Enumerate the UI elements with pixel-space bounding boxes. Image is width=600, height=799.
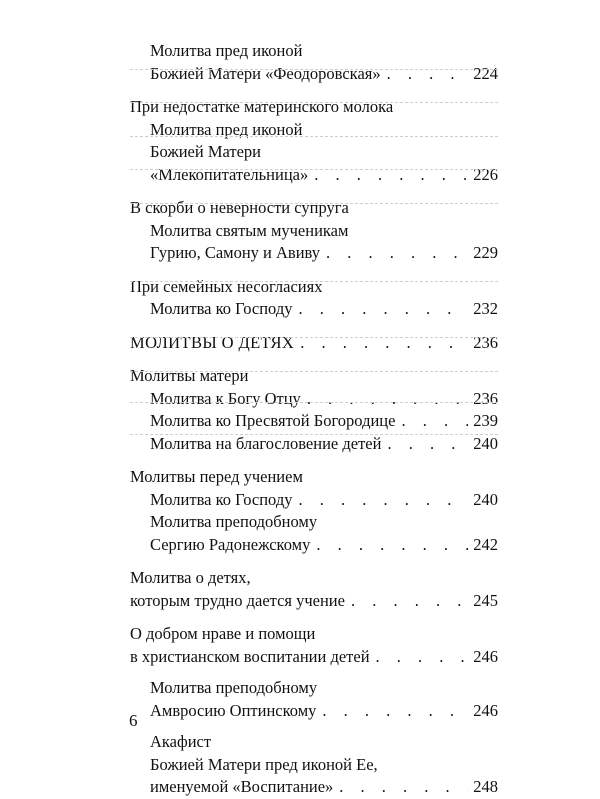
toc-entry-title-line: Молитва ко Господу (150, 489, 293, 509)
toc-entry (130, 623, 498, 668)
toc-entry (130, 511, 498, 556)
section-divider (130, 371, 498, 372)
toc-entry-row (130, 276, 498, 299)
toc-entry-row (130, 197, 498, 220)
toc-entry (130, 276, 498, 299)
toc-entry-title-line: Молитва к Богу Отцу (150, 388, 301, 408)
toc-entry-title-line: При семейных несогласиях (130, 276, 323, 296)
toc-entry-row (150, 489, 498, 512)
toc-entry-row (130, 365, 498, 388)
section-divider (130, 281, 498, 282)
toc-entry (130, 388, 498, 411)
toc-entry (130, 96, 498, 119)
toc-entry-row (150, 776, 498, 799)
toc-entry-title-line: Молитва преподобному (150, 678, 318, 697)
toc-entry-title-line: Молитва преподобному (150, 512, 318, 531)
toc-entry-title-line: Гурию, Самону и Авиву (150, 243, 321, 262)
toc-entry (130, 677, 498, 722)
toc-page-number: 246 (473, 700, 498, 720)
toc-entry-title-line: в христианском воспитании детей (130, 646, 370, 666)
toc-entry-row (130, 332, 498, 355)
dot-leader (320, 242, 468, 265)
toc-entry-title-line: Божией Матери «Феодоровская» (150, 63, 381, 83)
toc-page-number: 242 (473, 534, 498, 554)
section-divider (130, 402, 498, 403)
toc-entry-row (150, 433, 498, 456)
toc-page-number: 236 (473, 332, 498, 352)
toc-entry (130, 332, 498, 355)
toc-entry-title-line: Сергию Радонежскому (150, 534, 311, 554)
section-divider (130, 203, 498, 204)
toc-entry-title-line: Молитва святым мученикам (150, 220, 349, 240)
toc-page-number: 240 (473, 489, 498, 509)
dot-leader (308, 164, 468, 187)
toc-entry-row (150, 410, 498, 433)
toc-entry-row (150, 388, 498, 411)
toc-entry (130, 119, 498, 187)
dot-leader (294, 332, 468, 355)
toc-entry-title-line: В скорби о неверности супруга (130, 198, 349, 217)
toc-entry-title-line: Молитвы перед учением (130, 467, 303, 486)
toc-entry (130, 433, 498, 456)
dot-leader (301, 388, 468, 411)
toc-entry-title-line: Амвросию Оптинскому (150, 700, 317, 720)
toc-entry (130, 489, 498, 512)
toc-entry (130, 298, 498, 321)
toc-entry-title-line: О добром нраве и помощи (130, 624, 316, 643)
section-divider (130, 102, 498, 103)
dot-leader (370, 646, 468, 669)
toc-page-number: 245 (473, 590, 498, 610)
toc-page-number: 226 (473, 164, 498, 184)
toc-entry-title-line: Молитва о детях, (130, 568, 251, 587)
toc-entry-title-line: Молитва ко Пресвятой Богородице (150, 411, 396, 430)
table-of-contents (130, 40, 498, 799)
toc-page-number: 224 (473, 63, 498, 83)
dot-leader (333, 776, 468, 799)
toc-entry (130, 567, 498, 612)
dot-leader (310, 534, 468, 557)
toc-entry-row (130, 96, 498, 119)
section-divider (130, 169, 498, 170)
toc-page-number: 232 (473, 299, 498, 318)
section-divider (130, 434, 498, 435)
page-number: 6 (129, 711, 138, 730)
toc-entry-title-line: «Млекопитательница» (150, 164, 309, 184)
toc-entry-title-line: Божией Матери (150, 142, 262, 161)
dot-leader (381, 433, 468, 456)
toc-entry-title-line: Молитвы матери (130, 366, 249, 385)
toc-entry-title-line: При недостатке материнского молока (130, 97, 394, 116)
toc-entry-row (130, 590, 498, 613)
toc-entry-title-line: Молитва ко Господу (150, 299, 293, 318)
section-divider (130, 337, 498, 338)
toc-entry-title-line: Акафист (150, 732, 212, 751)
toc-page-number: 240 (473, 433, 498, 453)
toc-entry-row (150, 298, 498, 321)
toc-entry-row (150, 700, 498, 723)
section-divider (130, 69, 498, 70)
toc-page-number: 236 (473, 388, 498, 408)
dot-leader (345, 590, 468, 613)
toc-page-number: 239 (473, 411, 498, 430)
toc-entry-title-line: МОЛИТВЫ О ДЕТЯХ (130, 332, 295, 352)
toc-entry-row (130, 646, 498, 669)
dot-leader (316, 700, 468, 723)
toc-entry (130, 40, 498, 85)
toc-entry-row (150, 164, 498, 187)
toc-entry (130, 731, 498, 799)
dot-leader (292, 298, 468, 321)
toc-entry (130, 466, 498, 489)
toc-entry-row (150, 242, 498, 265)
dot-leader (395, 410, 468, 433)
toc-entry-title-line: Молитва пред иконой (150, 41, 303, 60)
toc-page-number: 246 (473, 646, 498, 666)
toc-page-number: 229 (473, 243, 498, 262)
toc-entry-title-line: именуемой «Воспитание» (150, 777, 334, 796)
toc-entry (130, 197, 498, 220)
toc-entry-title-line: Молитва пред иконой (150, 119, 303, 139)
toc-entry (130, 410, 498, 433)
toc-entry-row (130, 466, 498, 489)
dot-leader (292, 489, 468, 512)
toc-entry-row (150, 63, 498, 86)
toc-entry-title-line: Молитва на благословение детей (150, 433, 382, 453)
toc-entry (130, 365, 498, 388)
toc-entry-row (150, 534, 498, 557)
dot-leader (381, 63, 468, 86)
toc-entry-title-line: Божией Матери пред иконой Ее, (150, 754, 378, 774)
section-divider (130, 136, 498, 137)
toc-entry-title-line: которым трудно дается учение (130, 590, 345, 610)
toc-page-number: 248 (473, 777, 498, 796)
toc-entry (130, 220, 498, 265)
